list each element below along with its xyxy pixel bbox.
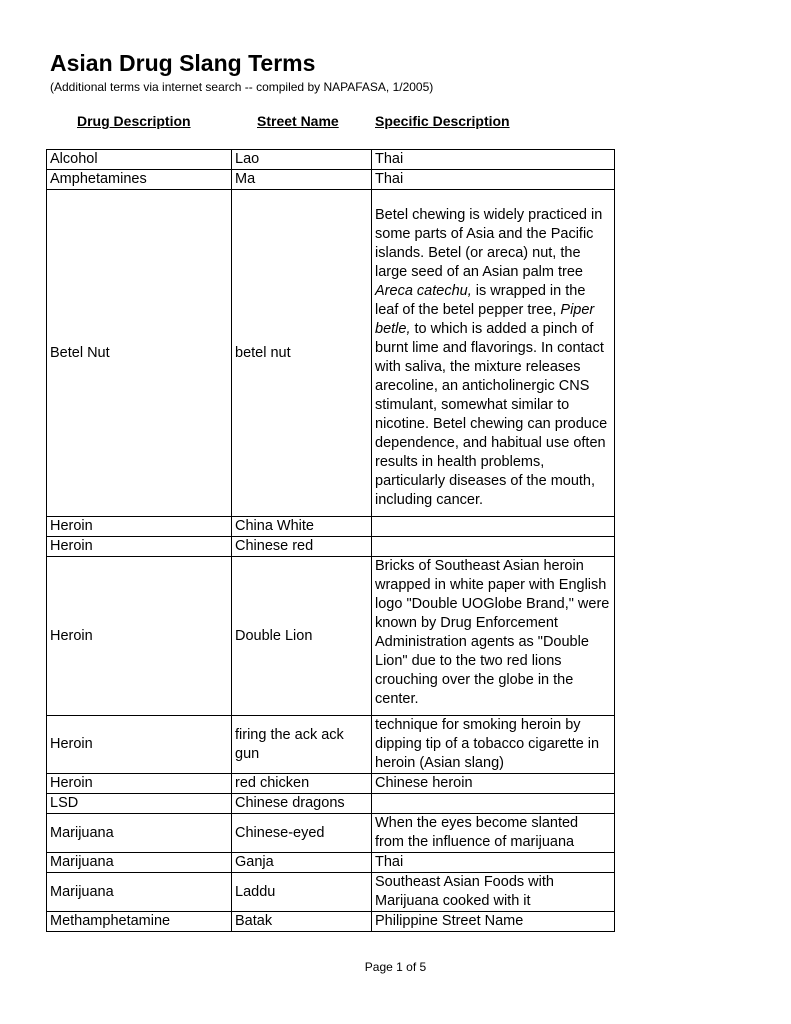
- table-row: [47, 912, 615, 932]
- street-name-cell: Lao: [232, 150, 372, 170]
- street-name-cell: Batak: [232, 912, 372, 932]
- table-row: [47, 517, 615, 537]
- drug-description-cell: Heroin: [47, 557, 232, 716]
- drug-description-cell: Betel Nut: [47, 190, 232, 517]
- street-name-cell: firing the ack ack gun: [232, 716, 372, 774]
- specific-description-text: to which is added a pinch of burnt lime and flavorings. In contact with saliva, the mixture releases arecoline, an anticholinergic CNS stimulant, somewhat similar to nicotine. Betel chewing can produce dependence, and habitual use often results in health problems, particularly diseases of the mouth, including cancer.: [375, 321, 608, 508]
- drug-description-cell: Amphetamines: [47, 170, 232, 190]
- table-row: [47, 814, 615, 853]
- drug-description-cell: Marijuana: [47, 873, 232, 912]
- table-row: [47, 537, 615, 557]
- specific-description-cell: Thai: [372, 853, 615, 873]
- street-name-cell: betel nut: [232, 190, 372, 517]
- street-name-cell: Chinese-eyed: [232, 814, 372, 853]
- street-name-cell: Laddu: [232, 873, 372, 912]
- street-name-cell: China White: [232, 517, 372, 537]
- column-header-specific-description: Specific Description: [375, 113, 510, 129]
- street-name-cell: Ma: [232, 170, 372, 190]
- column-header-street-name: Street Name: [257, 113, 339, 129]
- page-number: Page 1 of 5: [364, 960, 427, 974]
- specific-description-cell: [372, 557, 615, 716]
- species-name-areca: Areca catechu,: [375, 283, 472, 299]
- specific-description-cell: Thai: [372, 170, 615, 190]
- drug-description-cell: Heroin: [47, 537, 232, 557]
- street-name-cell: Chinese red: [232, 537, 372, 557]
- specific-description-text: Betel chewing is widely practiced in some parts of Asia and the Pacific islands. Betel (or areca) nut, the large seed of an Asian palm tree: [375, 207, 603, 280]
- drug-description-cell: Heroin: [47, 517, 232, 537]
- table-row: [47, 774, 615, 794]
- specific-description-cell: [372, 537, 615, 557]
- drug-description-cell: Heroin: [47, 716, 232, 774]
- species-name-piper: Piper betle,: [375, 302, 595, 337]
- specific-description-cell: Southeast Asian Foods with Marijuana cooked with it: [372, 873, 615, 912]
- specific-description-cell: Thai: [372, 150, 615, 170]
- specific-description-cell: Philippine Street Name: [372, 912, 615, 932]
- drug-description-cell: Methamphetamine: [47, 912, 232, 932]
- table-row: [47, 853, 615, 873]
- street-name-cell: Double Lion: [232, 557, 372, 716]
- street-name-cell: Chinese dragons: [232, 794, 372, 814]
- specific-description-cell: [372, 794, 615, 814]
- specific-description-cell: technique for smoking heroin by dipping tip of a tobacco cigarette in heroin (Asian slang): [372, 716, 615, 774]
- table-row: [47, 716, 615, 774]
- specific-description-cell: [372, 517, 615, 537]
- specific-description-text: Bricks of Southeast Asian heroin wrapped in white paper with English logo "Double UOGlobe Brand," were known by Drug Enforcement Administration agents as "Double Lion" due to the two red lions crouching over the globe in the center.: [375, 558, 610, 707]
- table-row: [47, 190, 615, 517]
- slang-terms-table: [46, 149, 615, 932]
- table-row: [47, 794, 615, 814]
- street-name-cell: red chicken: [232, 774, 372, 794]
- specific-description-text: is wrapped in the leaf of the betel pepper tree,: [375, 283, 586, 318]
- specific-description-cell: Chinese heroin: [372, 774, 615, 794]
- street-name-cell: Ganja: [232, 853, 372, 873]
- drug-description-cell: LSD: [47, 794, 232, 814]
- table-row: [47, 557, 615, 716]
- drug-description-cell: Heroin: [47, 774, 232, 794]
- drug-description-cell: Marijuana: [47, 814, 232, 853]
- document-subtitle: (Additional terms via internet search -- compiled by NAPAFASA, 1/2005): [50, 80, 434, 94]
- table-row: [47, 150, 615, 170]
- table-row: [47, 170, 615, 190]
- specific-description-cell: When the eyes become slanted from the influence of marijuana: [372, 814, 615, 853]
- drug-description-cell: Marijuana: [47, 853, 232, 873]
- document-title: Asian Drug Slang Terms: [50, 50, 316, 76]
- specific-description-cell: [372, 190, 615, 517]
- table-row: [47, 873, 615, 912]
- column-header-drug-description: Drug Description: [77, 113, 191, 129]
- drug-description-cell: Alcohol: [47, 150, 232, 170]
